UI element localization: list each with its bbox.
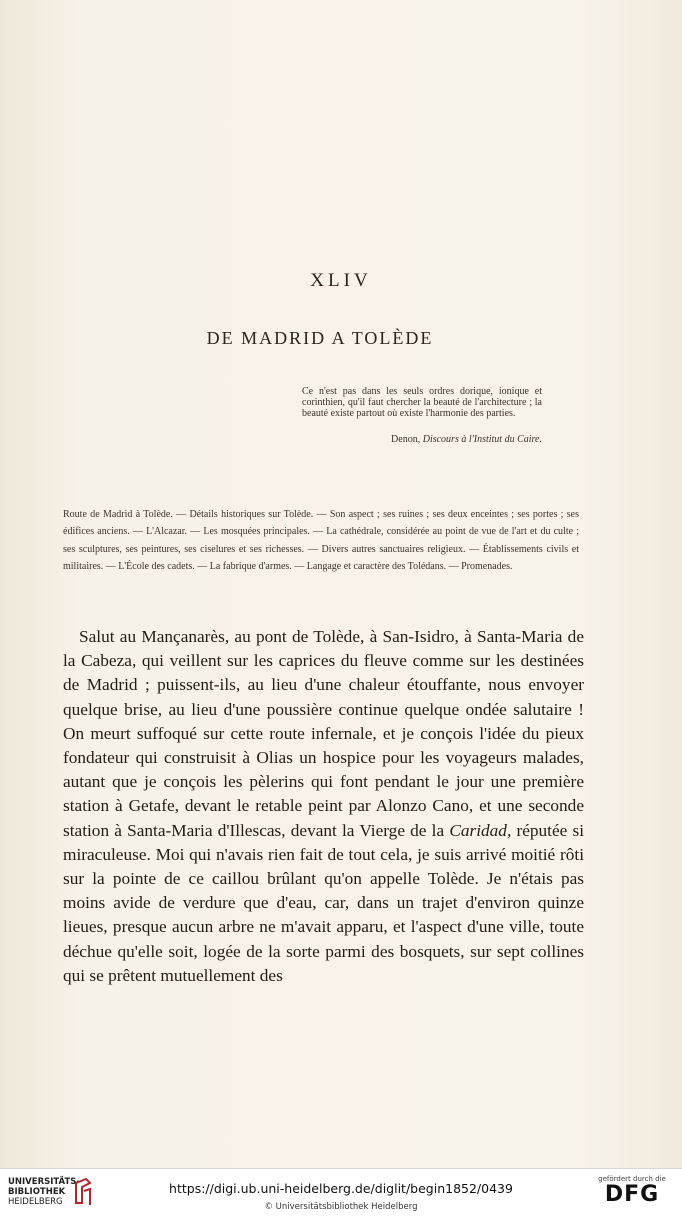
epigraph-text: Ce n'est pas dans les seuls ordres dorique, ionique et corinthien, qu'il faut chercher la beauté de l'architecture ; la beauté existe partout où existe l'harmonie des parties. [302,386,542,420]
funded-by-label: gefördert durch die [598,1175,666,1183]
logo-line-3: HEIDELBERG [8,1197,63,1207]
body-text-italic: Caridad, [449,820,512,840]
viewer-footer [0,1168,682,1220]
logo-line-1: UNIVERSITÄTS- [8,1177,80,1187]
copyright-notice: © Universitätsbibliothek Heidelberg [264,1202,418,1212]
epigraph-work: Discours à l'Institut du Caire. [422,434,542,445]
body-text-part2: réputée si miraculeuse. Moi qui n'avais rien fait de tout cela, je suis arrivé moitié rôti sur la pointe de ce caillou brûlant qu'on appelle Tolède. Je n'étais pas moins avide de verdure que d'eau, car, dans un trajet d'environ quinze lieues, presque aucun arbre ne m'avait apparu, et l'aspect d'une ville, toute déchue qu'elle soit, logée de la sorte parmi des bosquets, sur sept collines qui se prêtent mutuellement des [63,820,585,985]
page-url-link[interactable]: https://digi.ub.uni-heidelberg.de/diglit/begin1852/0439 [169,1181,513,1196]
chapter-number: XLIV [310,270,372,291]
dfg-logo-text: DFG [604,1182,660,1207]
epigraph-author: Denon, [391,434,421,445]
logo-line-2: BIBLIOTHEK [8,1187,66,1197]
body-text-part1: Salut au Mançanarès, au pont de Tolède, à San-Isidro, à Santa-Maria de la Cabeza, qui veillent sur les caprices du fleuve comme sur les destinées de Madrid ; puissent-ils, au lieu d'une chaleur étouffante, nous envoyer quelque brise, au lieu d'une poussière continue quelque ondée salutaire ! On meurt suffoqué sur cette route infernale, et je conçois l'idée du pieux fondateur qui construisit à Olias un hospice pour les voyageurs malades, autant que je conçois les pèlerins qui font pendant le jour une première station à Getafe, devant le retable peint par Alonzo Cano, et une seconde station à Santa-Maria d'Illescas, devant la Vierge de la [63,627,584,840]
chapter-title: DE MADRID A TOLÈDE [206,328,434,348]
body-paragraph [63,625,584,988]
chapter-summary: Route de Madrid à Tolède. — Détails historiques sur Tolède. — Son aspect ; ses ruines ; ses deux enceintes ; ses portes ; ses édifices anciens. — L'Alcazar. — Les mosquées principales. — La cathédrale, considérée au point de vue de l'art et du culte ; ses sculptures, ses peintures, ses ciselures et ses richesses. — Divers autres sanctuaires religieux. — Établissements civils et militaires. — L'École des cadets. — La fabrique d'armes. — Langage et caractère des Tolédans. — Promenades. [63,509,579,573]
dfg-logo[interactable] [592,1175,672,1207]
epigraph-source [302,434,542,445]
